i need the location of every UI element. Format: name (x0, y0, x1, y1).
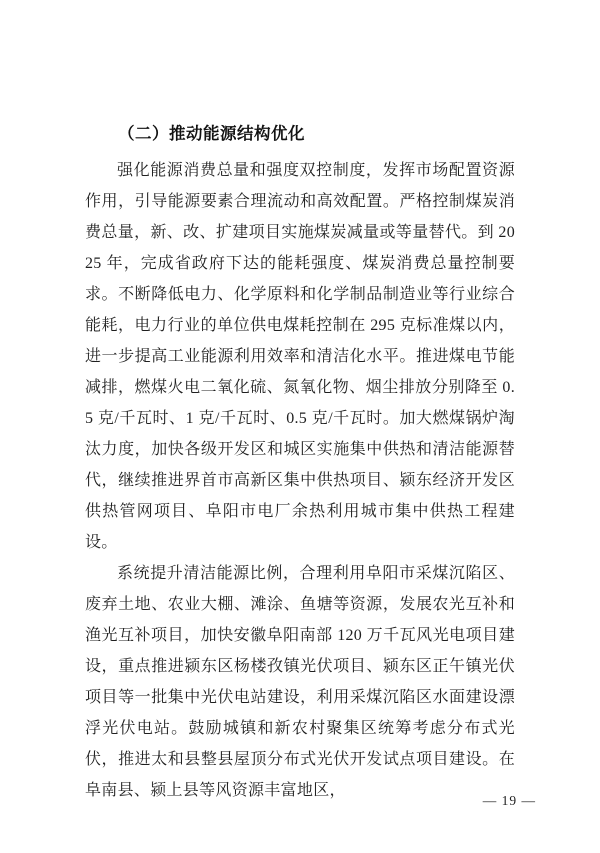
section-heading: （二）推动能源结构优化 (118, 124, 305, 143)
page-number: — 19 — (482, 793, 536, 808)
body-paragraph: 系统提升清洁能源比例，合理利用阜阳市采煤沉陷区、废弃土地、农业大棚、滩涂、鱼塘等资源，发展农光互补和渔光互补项目，加快安徽阜阳南部 120 万千瓦风光电项目建设，重点推进颍东区杨楼孜镇光伏项目、颍东区正午镇光伏项目等一批集中光伏电站建设，利用采煤沉陷区水面建设漂浮光伏电站。鼓励城镇和新农村聚集区统筹考虑分布式光伏，推进太和县整县屋顶分布式光伏开发试点项目建设。在阜南县、颍上县等风资源丰富地区， (85, 565, 515, 799)
body-paragraph: 强化能源消费总量和强度双控制度，发挥市场配置资源作用，引导能源要素合理流动和高效配置。严格控制煤炭消费总量，新、改、扩建项目实施煤炭减量或等量替代。到 2025 年，完成省政府下达的能耗强度、煤炭消费总量控制要求。不断降低电力、化学原料和化学制品制造业等行业综合能耗，电力行业的单位供电煤耗控制在 295 克标准煤以内，进一步提高工业能源利用效率和清洁化水平。推进煤电节能减排，燃煤火电二氧化硫、氮氧化物、烟尘排放分别降至 0.5 克/千瓦时、1 克/千瓦时、0.5 克/千瓦时。加大燃煤锅炉淘汰力度，加快各级开发区和城区实施集中供热和清洁能源替代，继续推进界首市高新区集中供热项目、颍东经济开发区供热管网项目、阜阳市电厂余热利用城市集中供热工程建设。 (85, 162, 515, 551)
